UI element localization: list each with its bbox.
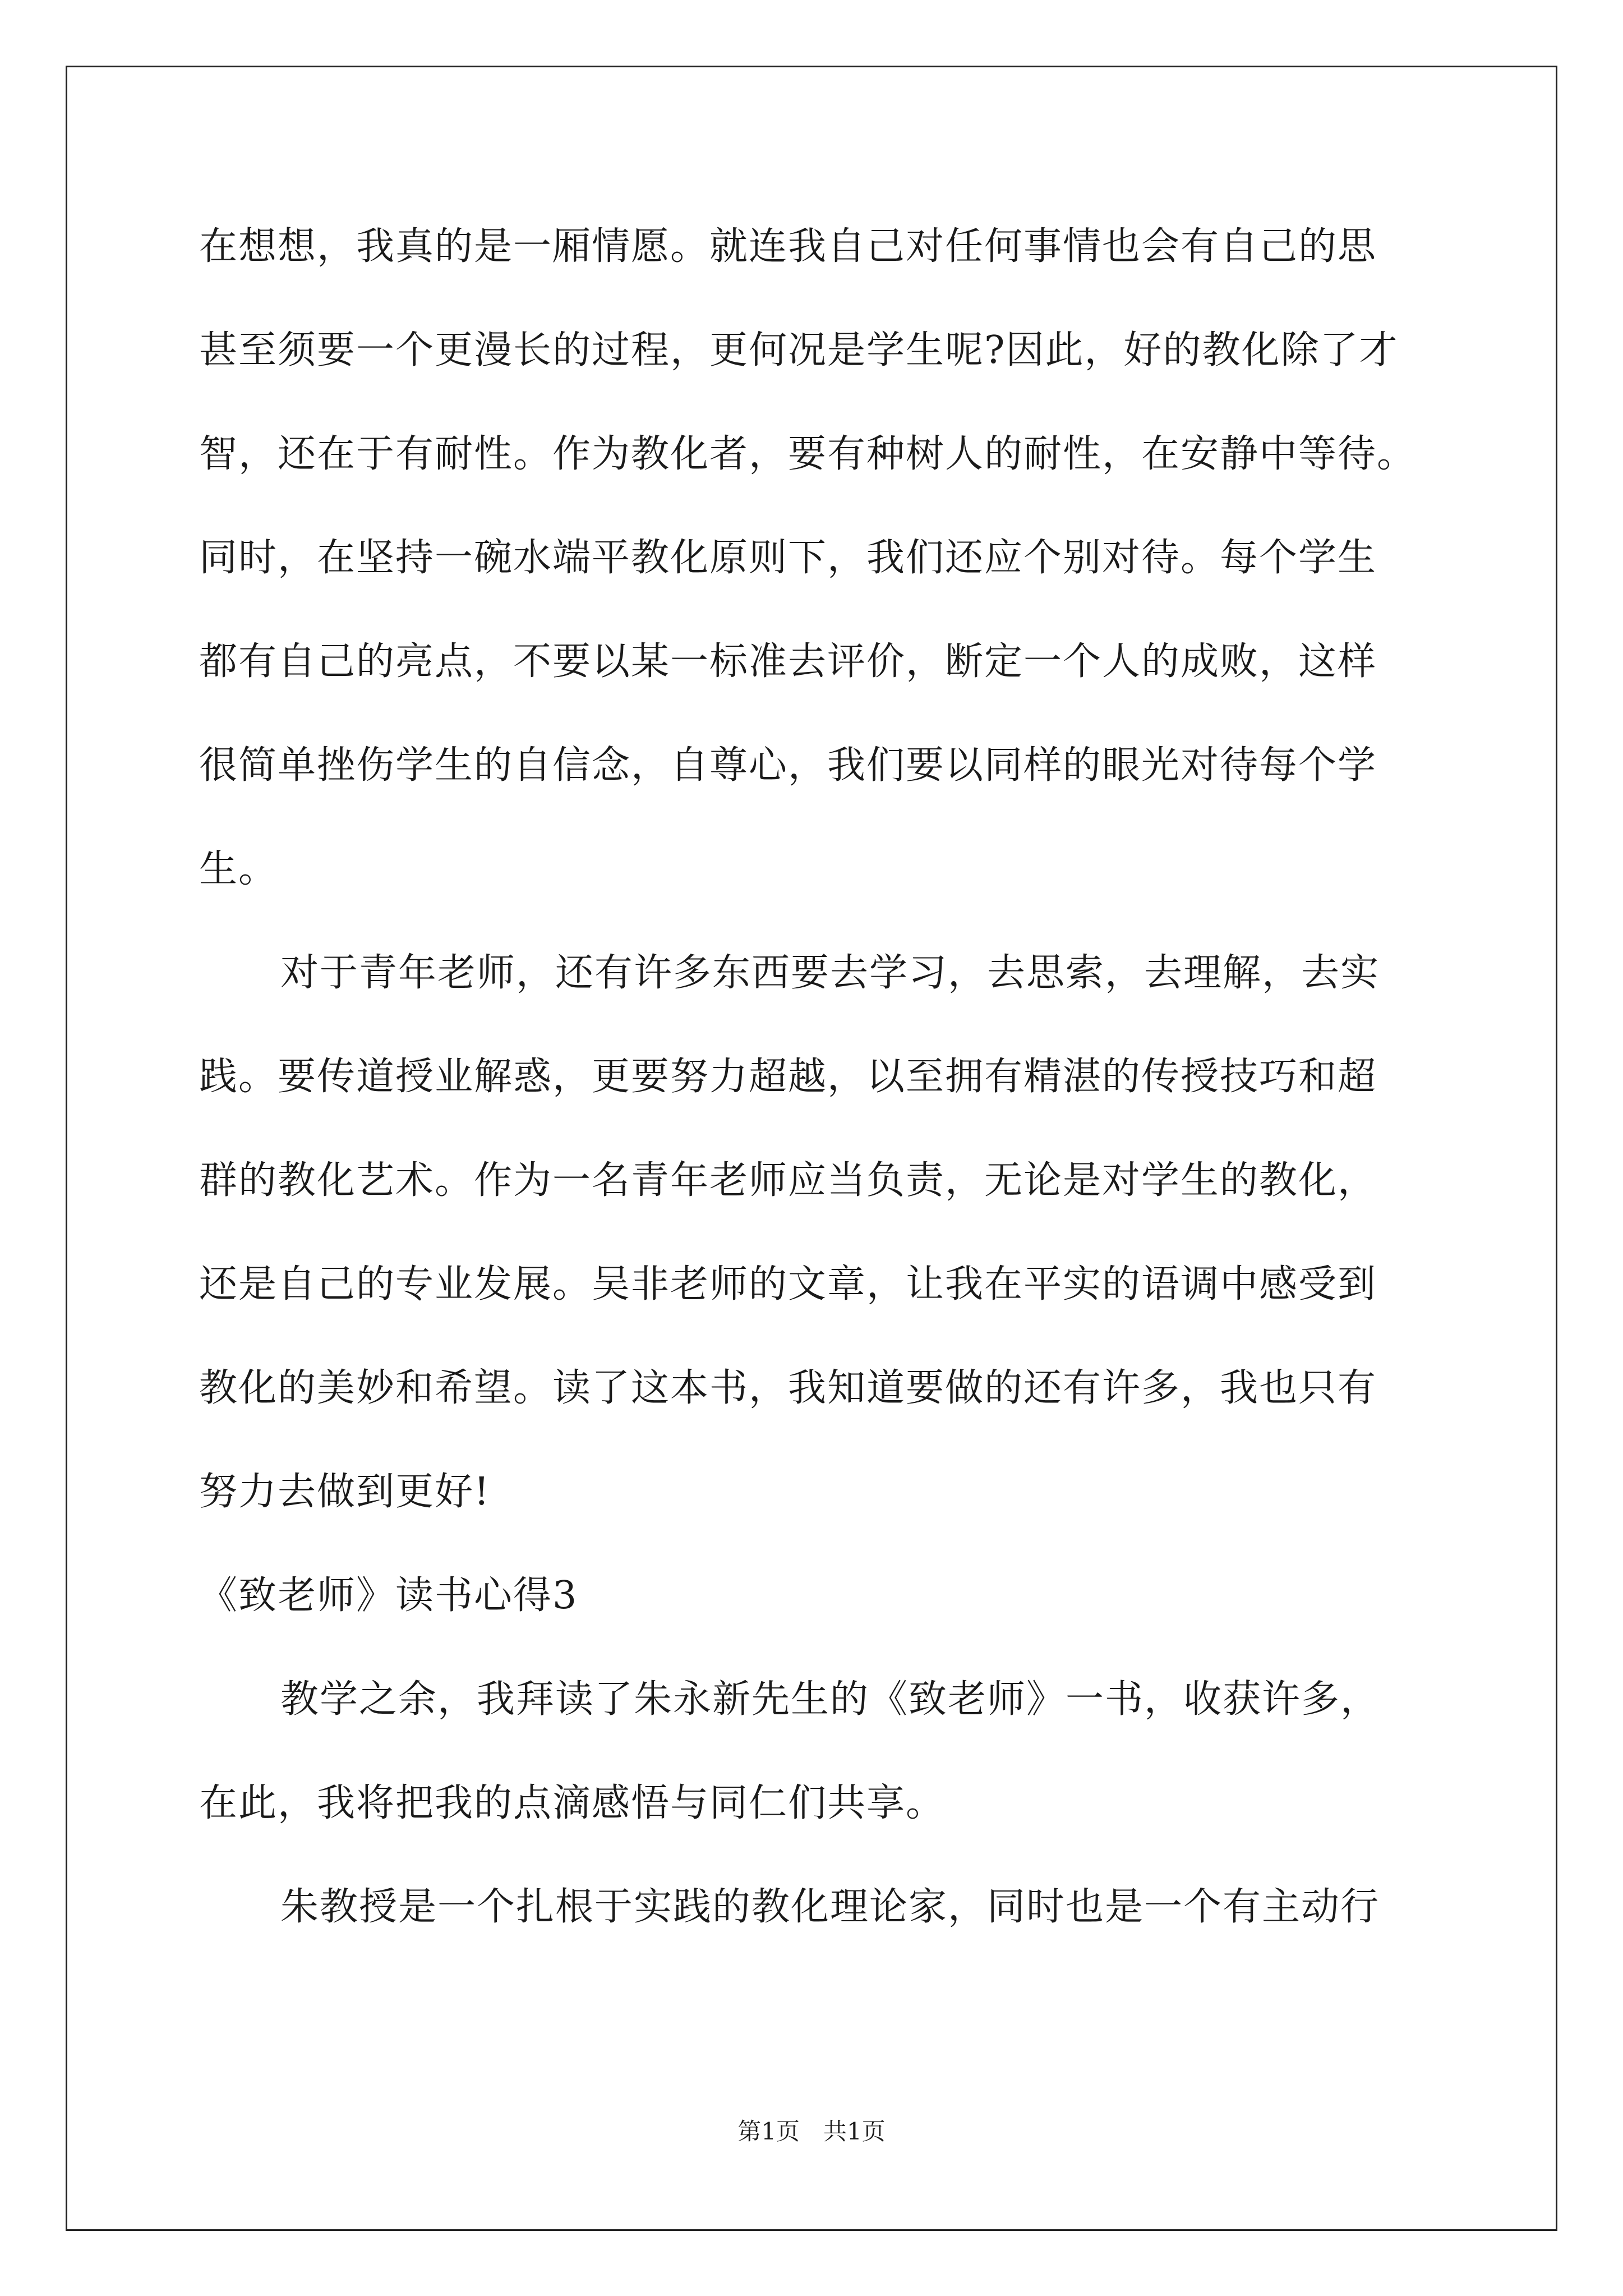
- text-line: 智，还在于有耐性。作为教化者，要有种树人的耐性，在安静中等待。: [199, 432, 1417, 476]
- text-line: 甚至须要一个更漫长的过程，更何况是学生呢?因此，好的教化除了才: [199, 328, 1399, 372]
- text-line: 群的教化艺术。作为一名青年老师应当负责，无论是对学生的教化，: [199, 1158, 1377, 1203]
- text-line: 教化的美妙和希望。读了这本书，我知道要做的还有许多，我也只有: [199, 1366, 1377, 1410]
- text-line: 教学之余，我拜读了朱永新先生的《致老师》一书，收获许多，: [280, 1677, 1380, 1722]
- text-line: 对于青年老师，还有许多东西要去学习，去思索，去理解，去实: [280, 951, 1380, 995]
- text-line: 同时，在坚持一碗水端平教化原则下，我们还应个别对待。每个学生: [199, 536, 1377, 580]
- text-line: 很简单挫伤学生的自信念，自尊心，我们要以同样的眼光对待每个学: [199, 743, 1377, 788]
- text-line: 生。: [199, 847, 278, 891]
- text-line: 朱教授是一个扎根于实践的教化理论家，同时也是一个有主动行: [280, 1885, 1380, 1929]
- text-line: 都有自己的亮点，不要以某一标准去评价，断定一个人的成败，这样: [199, 639, 1377, 684]
- page-number-footer: 第1页 共1页: [737, 2118, 886, 2145]
- text-line: 在想想，我真的是一厢情愿。就连我自己对任何事情也会有自己的思: [199, 224, 1377, 269]
- text-line: 在此，我将把我的点滴感悟与同仁们共享。: [199, 1781, 946, 1825]
- text-line: 还是自己的专业发展。吴非老师的文章，让我在平实的语调中感受到: [199, 1262, 1377, 1306]
- text-line: 践。要传道授业解惑，更要努力超越，以至拥有精湛的传授技巧和超: [199, 1055, 1377, 1099]
- text-line: 努力去做到更好!: [199, 1470, 491, 1514]
- section-heading: 《致老师》读书心得3: [199, 1573, 578, 1618]
